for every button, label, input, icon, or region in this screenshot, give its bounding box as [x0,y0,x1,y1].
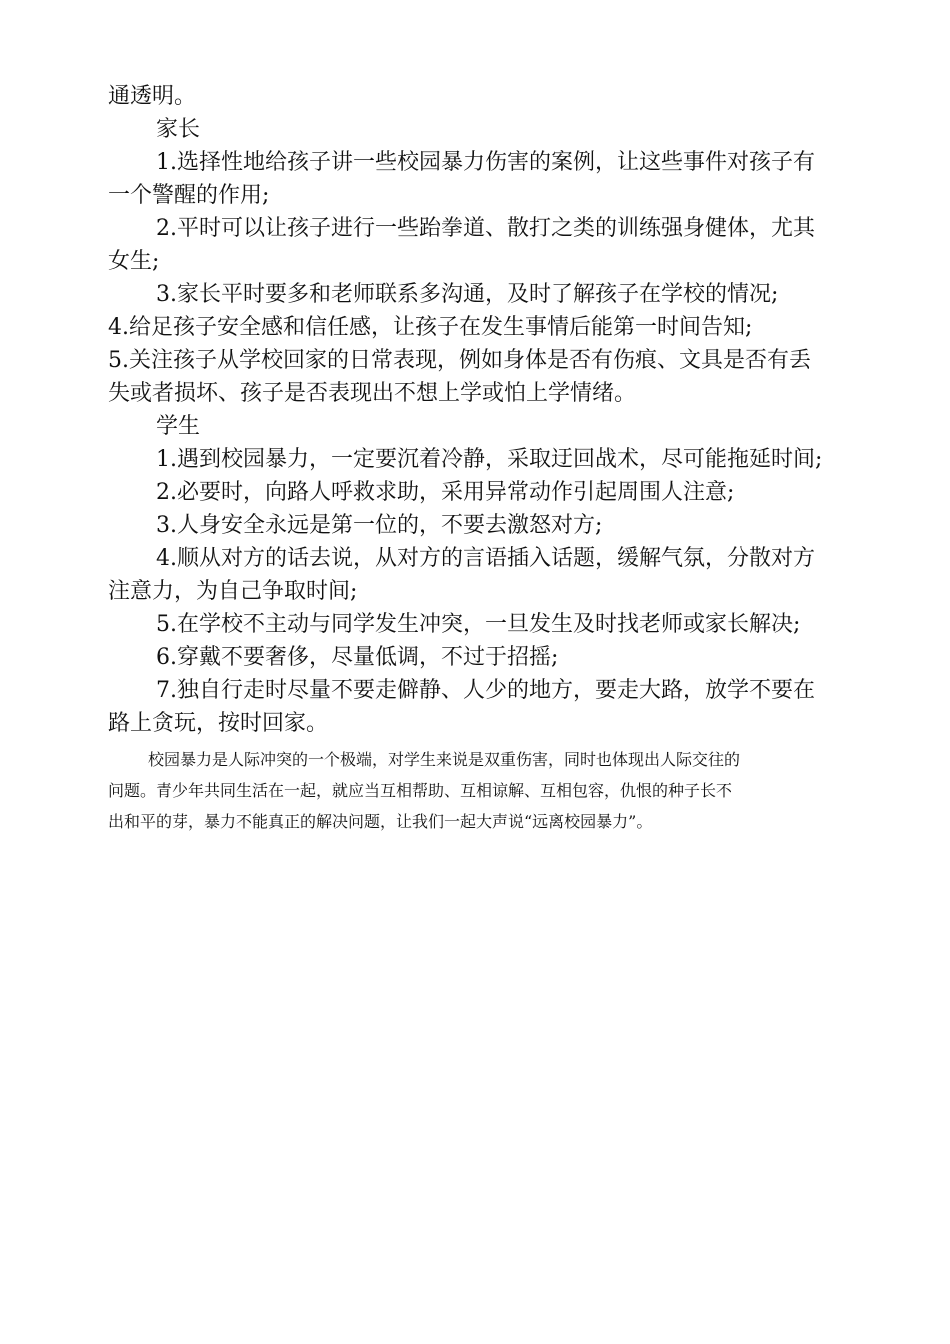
students-item-4: 4.顺从对方的话去说，从对方的言语插入话题，缓解气氛，分散对方 [156,546,815,571]
parents-item-2-cont: 女生; [108,249,160,274]
students-item-2: 2.必要时，向路人呼救求助，采用异常动作引起周围人注意; [156,480,735,505]
students-item-4-cont: 注意力，为自己争取时间; [108,579,358,604]
students-item-7: 7.独自行走时尽量不要走僻静、人少的地方，要走大路，放学不要在 [156,678,815,703]
students-item-7-cont: 路上贪玩，按时回家。 [108,711,329,736]
parents-item-3: 3.家长平时要多和老师联系多沟通，及时了解孩子在学校的情况; [156,282,779,307]
students-item-5: 5.在学校不主动与同学发生冲突，一旦发生及时找老师或家长解决; [156,612,801,637]
conclusion-line-2: 问题。青少年共同生活在一起，就应当互相帮助、互相谅解、互相包容，仇恨的种子长不 [108,781,733,800]
students-item-1: 1.遇到校园暴力，一定要沉着冷静，采取迂回战术，尽可能拖延时间; [156,447,823,472]
parents-item-5: 5.关注孩子从学校回家的日常表现，例如身体是否有伤痕、文具是否有丢 [108,348,811,373]
students-item-3: 3.人身安全永远是第一位的，不要去激怒对方; [156,513,603,538]
continuation-text: 通透明。 [108,84,197,109]
students-item-6: 6.穿戴不要奢侈，尽量低调，不过于招摇; [156,645,559,670]
document-page [108,80,864,837]
parents-item-1: 1.选择性地给孩子讲一些校园暴力伤害的案例，让这些事件对孩子有 [156,150,815,175]
parents-item-5-cont: 失或者损坏、孩子是否表现出不想上学或怕上学情绪。 [108,381,637,406]
parents-item-4: 4.给足孩子安全感和信任感，让孩子在发生事情后能第一时间告知; [108,315,753,340]
parents-item-2: 2.平时可以让孩子进行一些跆拳道、散打之类的训练强身健体，尤其 [156,216,815,241]
parents-heading: 家长 [156,117,201,142]
parents-item-1-cont: 一个警醒的作用; [108,183,270,208]
conclusion-line-3: 出和平的芽，暴力不能真正的解决问题，让我们一起大声说“远离校园暴力”。 [108,812,653,831]
conclusion-line-1: 校园暴力是人际冲突的一个极端，对学生来说是双重伤害，同时也体现出人际交往的 [148,750,741,769]
students-heading: 学生 [156,414,201,439]
